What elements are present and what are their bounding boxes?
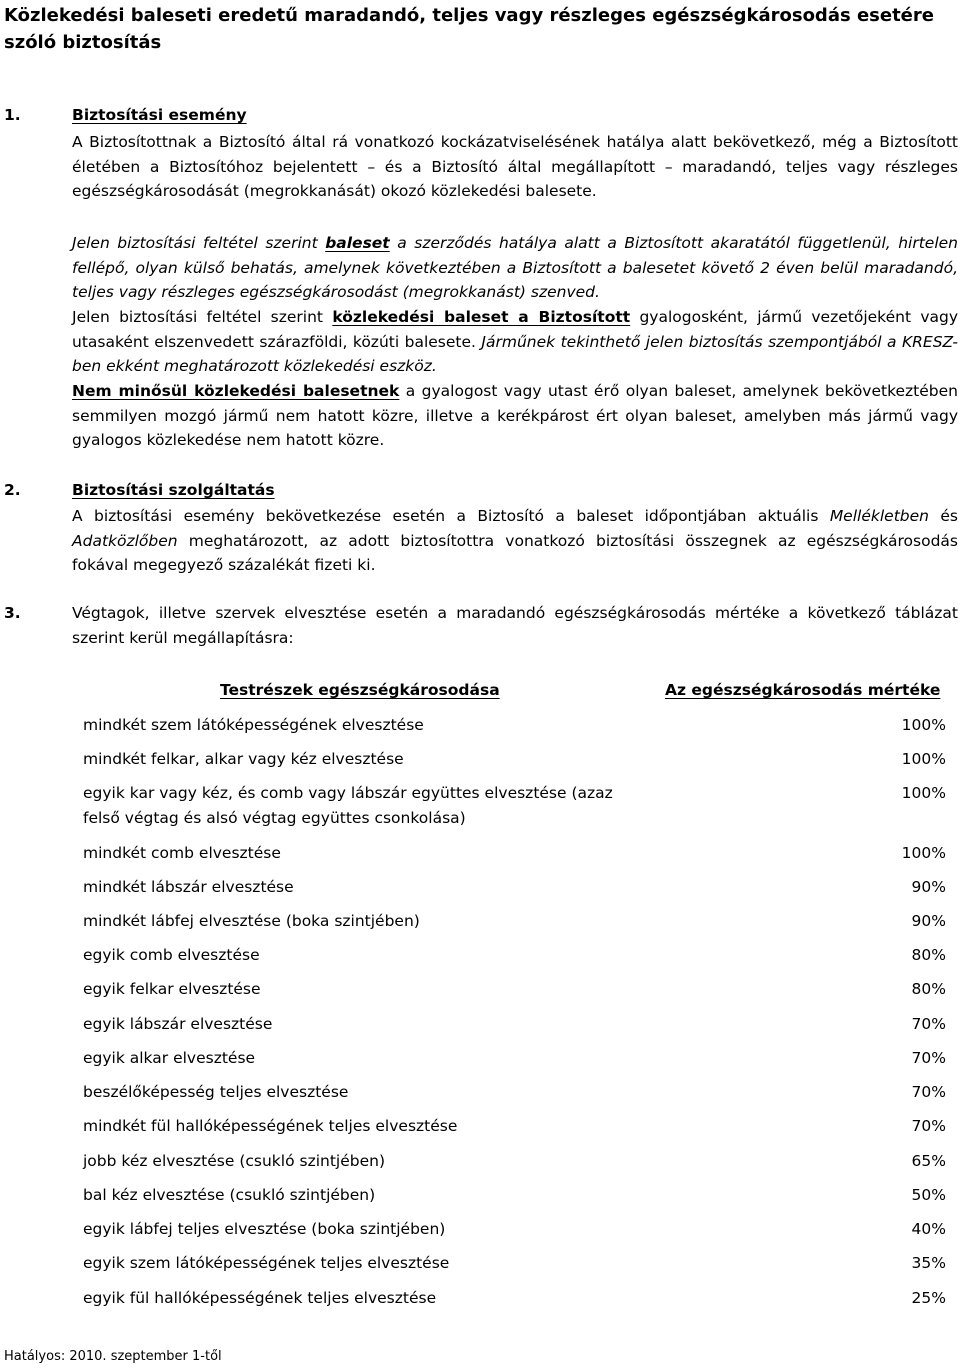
table-row-label: mindkét lábszár elvesztése (83, 878, 294, 896)
table-row-label: egyik lábszár elvesztése (83, 1015, 273, 1033)
table-row-value: 70% (911, 1117, 946, 1135)
s2-text-c: és (928, 507, 958, 525)
table-header-body-parts: Testrészek egészségkárosodása (220, 681, 500, 699)
p4-text-b: a gyalogost vagy utast érő olyan baleset, amelynek bekövetkeztében semmilyen mozgó jármű nem hatott közre, illetve a kerékpárost ért olyan baleset, amelyben más jármű vagy gyalogos közlekedése nem hatott közre. (72, 382, 958, 449)
table-row-label: egyik alkar elvesztése (83, 1049, 256, 1067)
table-row-value: 40% (911, 1220, 946, 1238)
table-row-label: egyik szem látóképességének teljes elvesztése (83, 1254, 450, 1272)
s2-text-a: A biztosítási esemény bekövetkezése esetén a Biztosító a baleset időpontjában aktuális (72, 507, 830, 525)
section-3-number: 3. (4, 604, 21, 622)
table-row-label: bal kéz elvesztése (csukló szintjében) (83, 1186, 376, 1204)
table-row-value: 70% (911, 1015, 946, 1033)
table-row-value: 25% (911, 1289, 946, 1307)
table-row-value: 100% (901, 716, 946, 734)
table-row-value: 50% (911, 1186, 946, 1204)
document-title: Közlekedési baleseti eredetű maradandó, teljes vagy részleges egészségkárosodás esetére szóló biztosítás (4, 5, 934, 53)
table-row-value: 90% (911, 878, 946, 896)
table-row-label: mindkét comb elvesztése (83, 844, 281, 862)
section-1-exclusion (72, 379, 958, 453)
table-row-value: 80% (911, 980, 946, 998)
table-row-label: mindkét fül hallóképességének teljes elvesztése (83, 1117, 458, 1135)
table-row-label: egyik lábfej teljes elvesztése (boka szintjében) (83, 1220, 446, 1238)
s2-melleklet: Mellékletben (829, 507, 929, 525)
p2-term-baleset: baleset (325, 234, 390, 252)
table-row-value: 90% (911, 912, 946, 930)
section-1-baleset-definition (72, 231, 958, 305)
section-2-number: 2. (4, 481, 21, 499)
table-row-label: jobb kéz elvesztése (csukló szintjében) (83, 1152, 386, 1170)
section-2-heading: Biztosítási szolgáltatás (72, 481, 275, 499)
table-row-label: egyik kar vagy kéz, és comb vagy lábszár együttes elvesztése (azaz felső végtag és alsó végtag együttes csonkolása) (83, 784, 613, 827)
table-row-label: egyik fül hallóképességének teljes elvesztése (83, 1289, 437, 1307)
p3-text-c: gyalogosként, jármű vezetőjeként vagy utasaként elszenvedett szárazföldi, közúti balesete. (72, 308, 958, 351)
table-row-value: 80% (911, 946, 946, 964)
table-row-value: 100% (901, 750, 946, 768)
section-1-intro: A Biztosítottnak a Biztosító által rá vonatkozó kockázatviselésének hatálya alatt bekövetkező, még a Biztosított életében a Biztosítóhoz bejelentett – és a Biztosító által megállapított – maradandó, teljes vagy részleges egészségkárosodását (megrokkanását) okozó közlekedési balesete. (72, 133, 958, 200)
s2-text-e: meghatározott, az adott biztosítottra vonatkozó biztosítási összegnek az egészségkárosodás fokával megegyező százalékát fizeti ki. (72, 531, 958, 574)
p3-text-a: Jelen biztosítási feltétel szerint (72, 308, 333, 326)
p2-text-c: a szerződés hatálya alatt a Biztosított akaratától függetlenül, hirtelen fellépő, olyan külső behatás, amelynek következtében a Biztosított a balesetet követő 2 éven belül maradandó, teljes vagy részleges egészségkárosodást (megrokkanást) szenved. (72, 234, 958, 301)
section-1-number: 1. (4, 106, 21, 124)
table-row-label: egyik comb elvesztése (83, 946, 260, 964)
table-row-value: 65% (911, 1152, 946, 1170)
table-row-value: 100% (901, 844, 946, 862)
table-row-value: 35% (911, 1254, 946, 1272)
section-3-text: Végtagok, illetve szervek elvesztése esetén a maradandó egészségkárosodás mértéke a következő táblázat szerint kerül megállapításra: (72, 604, 958, 647)
s2-adatkozlo: Adatközlőben (72, 531, 178, 550)
table-row-label: egyik felkar elvesztése (83, 980, 261, 998)
table-row-label: mindkét lábfej elvesztése (boka szintjében) (83, 912, 420, 930)
validity-footer: Hatályos: 2010. szeptember 1-től (4, 1349, 222, 1364)
p3-vehicle-definition: Járműnek tekinthető jelen biztosítás szempontjából a KRESZ-ben ekként meghatározott közlekedési eszköz. (72, 332, 958, 375)
section-1-kozlekedesi-baleset-definition (72, 305, 958, 379)
section-1-heading: Biztosítási esemény (72, 106, 247, 124)
table-row-value: 70% (911, 1049, 946, 1067)
p2-text-a: Jelen biztosítási feltétel szerint (72, 234, 326, 252)
p3-term: közlekedési baleset a Biztosított (332, 308, 631, 326)
table-row-value: 70% (911, 1083, 946, 1101)
section-2-text (72, 504, 958, 578)
p4-term: Nem minősül közlekedési balesetnek (72, 382, 400, 400)
table-header-degree: Az egészségkárosodás mértéke (665, 681, 941, 699)
table-row-value: 100% (901, 784, 946, 802)
table-row-label: mindkét felkar, alkar vagy kéz elvesztése (83, 750, 404, 768)
table-row-label: mindkét szem látóképességének elvesztése (83, 716, 424, 734)
table-row-label: beszélőképesség teljes elvesztése (83, 1083, 349, 1101)
